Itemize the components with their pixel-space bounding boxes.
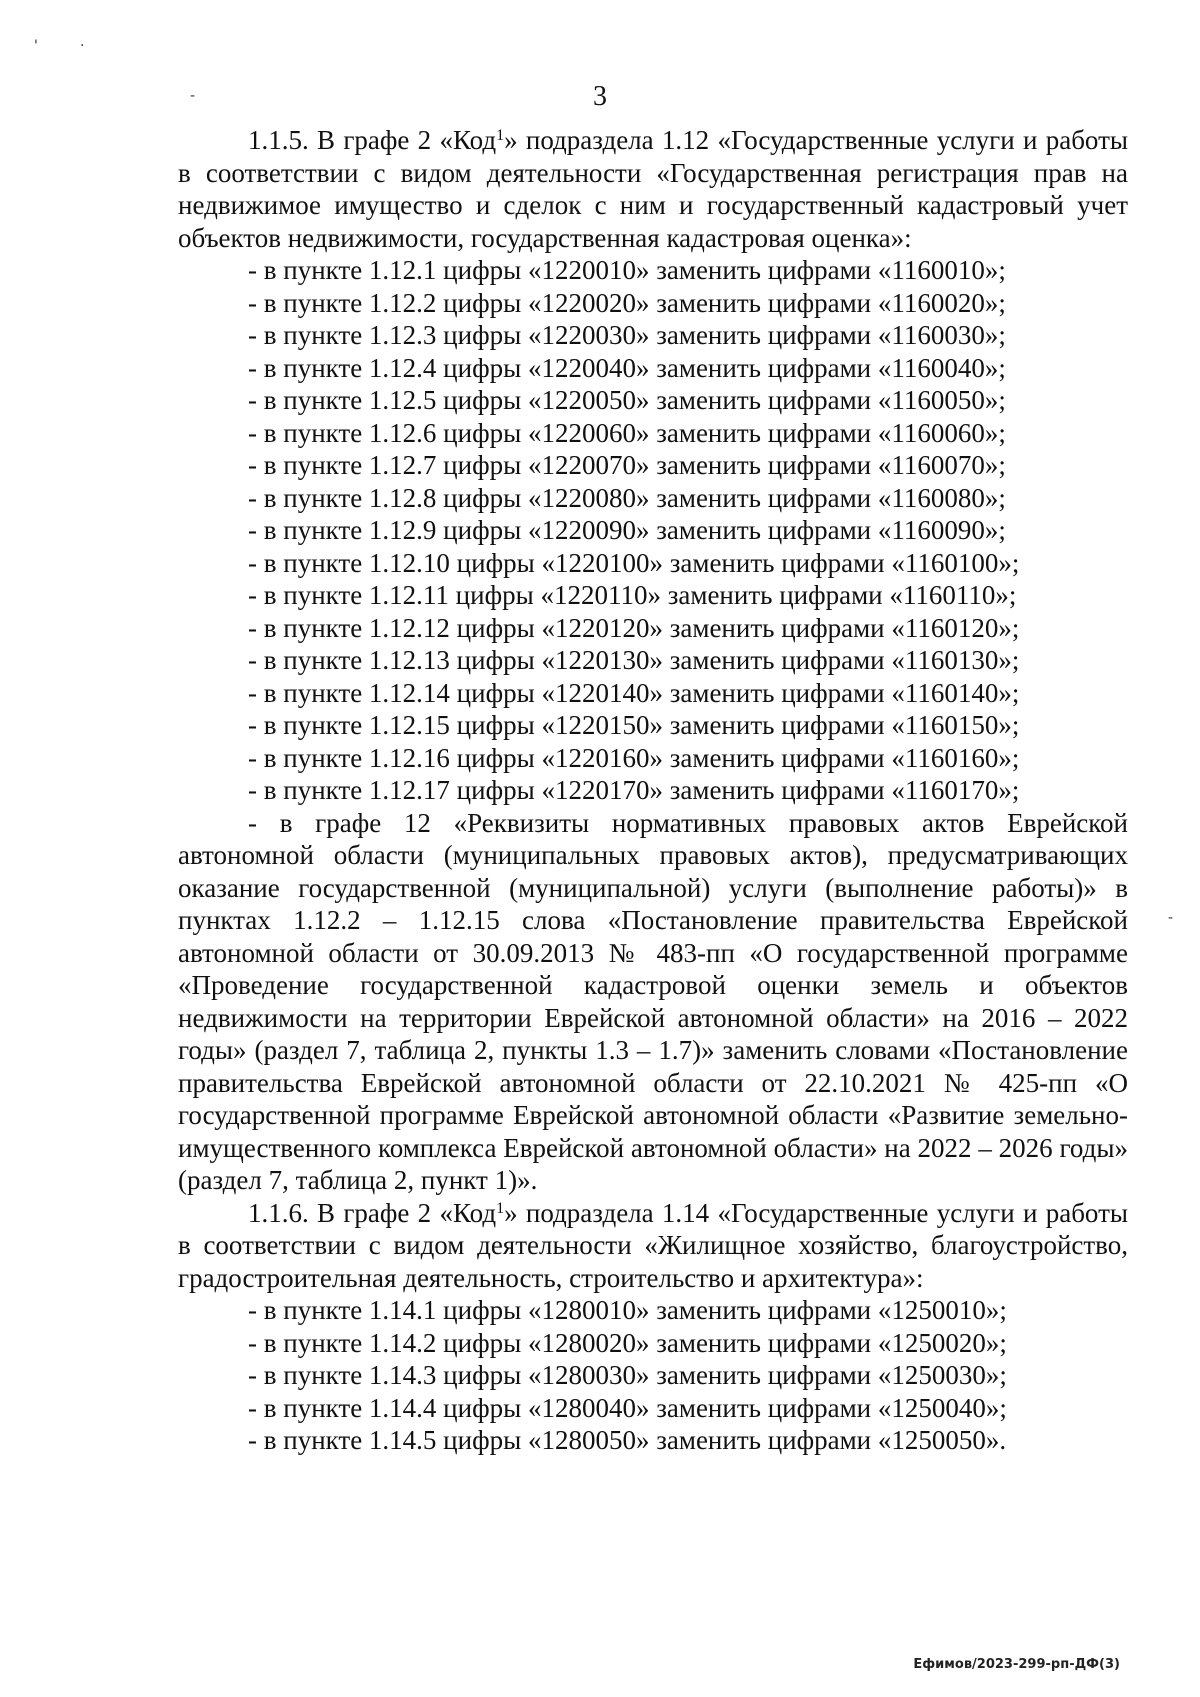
list-items-1-12 [178,254,1128,807]
list-item: - в пункте 1.12.15 цифры «1220150» заменить цифрами «1160150»; [248,710,1020,740]
paragraph-1-1-6 [178,1197,1128,1295]
list-items-1-14 [178,1294,1128,1457]
list-item: - в пункте 1.14.4 цифры «1280040» заменить цифрами «1250040»; [248,1392,1007,1423]
paragraph-text: 1.1.6. В графе 2 «Код [248,1197,497,1228]
paragraph-text: » подраздела 1.14 «Государственные услуги и работы в соответствии с видом деятельности «Жилищное хозяйство, благоустройство, градостроительная деятельность, строительство и архитектура»: [178,1197,1129,1293]
document-body [178,124,1128,1457]
paragraph-grafe-12: - в графе 12 «Реквизиты нормативных правовых актов Еврейской автономной области (муниципальных правовых актов), предусматривающих оказание государственной (муниципальной) услуги (выполнение работы)» в пунктах 1.12.2 – 1.12.15 слова «Постановление правительства Еврейской автономной области от 30.09.2013 № 483-пп «О государственной программе «Проведение государственной кадастровой оценки земель и объектов недвижимости на территории Еврейской автономной области» на 2016 – 2022 годы» (раздел 7, таблица 2, пункты 1.3 – 1.7)» заменить словами «Постановление правительства Еврейской автономной области от 22.10.2021 № 425-пп «О государственной программе Еврейской автономной области «Развитие земельно-имущественного комплекса Еврейской автономной области» на 2022 – 2026 годы» (раздел 7, таблица 2, пункт 1)». [178,807,1128,1195]
list-item: - в пункте 1.12.13 цифры «1220130» заменить цифрами «1160130»; [248,645,1020,675]
list-item: - в пункте 1.12.10 цифры «1220100» заменить цифрами «1160100»; [248,547,1020,578]
list-item: - в пункте 1.12.7 цифры «1220070» заменить цифрами «1160070»; [248,450,1006,480]
list-item: - в пункте 1.14.3 цифры «1280030» заменить цифрами «1250030»; [248,1360,1007,1390]
list-item: - в пункте 1.14.5 цифры «1280050» заменить цифрами «1250050». [248,1425,1007,1455]
scan-speck: · [80,38,85,54]
list-item: - в пункте 1.12.5 цифры «1220050» заменить цифрами «1160050»; [248,385,1006,415]
list-item: - в пункте 1.14.2 цифры «1280020» заменить цифрами «1250020»; [248,1327,1007,1358]
scan-speck: - [190,88,196,104]
paragraph-1-1-5 [178,124,1128,254]
page-number: 3 [593,81,607,112]
list-item: - в пункте 1.12.12 цифры «1220120» заменить цифрами «1160120»; [248,612,1020,643]
scan-speck: - [1168,910,1174,926]
paragraph-text: » подраздела 1.12 «Государственные услуги и работы в соответствии с видом деятельности «Государственная регистрация прав на недвижимое имущество и сделок с ним и государственный кадастровый учет объектов недвижимости, государственная кадастровая оценка»: [178,125,1129,253]
paragraph-text: 1.1.5. В графе 2 «Код [248,125,497,155]
list-item: - в пункте 1.12.8 цифры «1220080» заменить цифрами «1160080»; [248,482,1006,513]
list-item: - в пункте 1.12.9 цифры «1220090» заменить цифрами «1160090»; [248,515,1006,545]
list-item: - в пункте 1.12.4 цифры «1220040» заменить цифрами «1160040»; [248,352,1006,383]
scan-speck: ' [34,38,38,54]
list-item: - в пункте 1.12.17 цифры «1220170» заменить цифрами «1160170»; [248,775,1020,805]
document-code-footer: Ефимов/2023-299-рп-ДФ(3) [913,1657,1120,1672]
footnote-mark: 1 [496,1199,505,1217]
list-item: - в пункте 1.12.14 цифры «1220140» заменить цифрами «1160140»; [248,677,1020,708]
list-item: - в пункте 1.12.16 цифры «1220160» заменить цифрами «1160160»; [248,742,1020,773]
list-item: - в пункте 1.12.3 цифры «1220030» заменить цифрами «1160030»; [248,320,1006,350]
list-item: - в пункте 1.14.1 цифры «1280010» заменить цифрами «1250010»; [248,1295,1007,1325]
list-item: - в пункте 1.12.2 цифры «1220020» заменить цифрами «1160020»; [248,287,1006,318]
list-item: - в пункте 1.12.6 цифры «1220060» заменить цифрами «1160060»; [248,417,1006,448]
list-item: - в пункте 1.12.1 цифры «1220010» заменить цифрами «1160010»; [248,255,1006,285]
list-item: - в пункте 1.12.11 цифры «1220110» заменить цифрами «1160110»; [248,580,1017,610]
footnote-mark: 1 [496,127,505,144]
